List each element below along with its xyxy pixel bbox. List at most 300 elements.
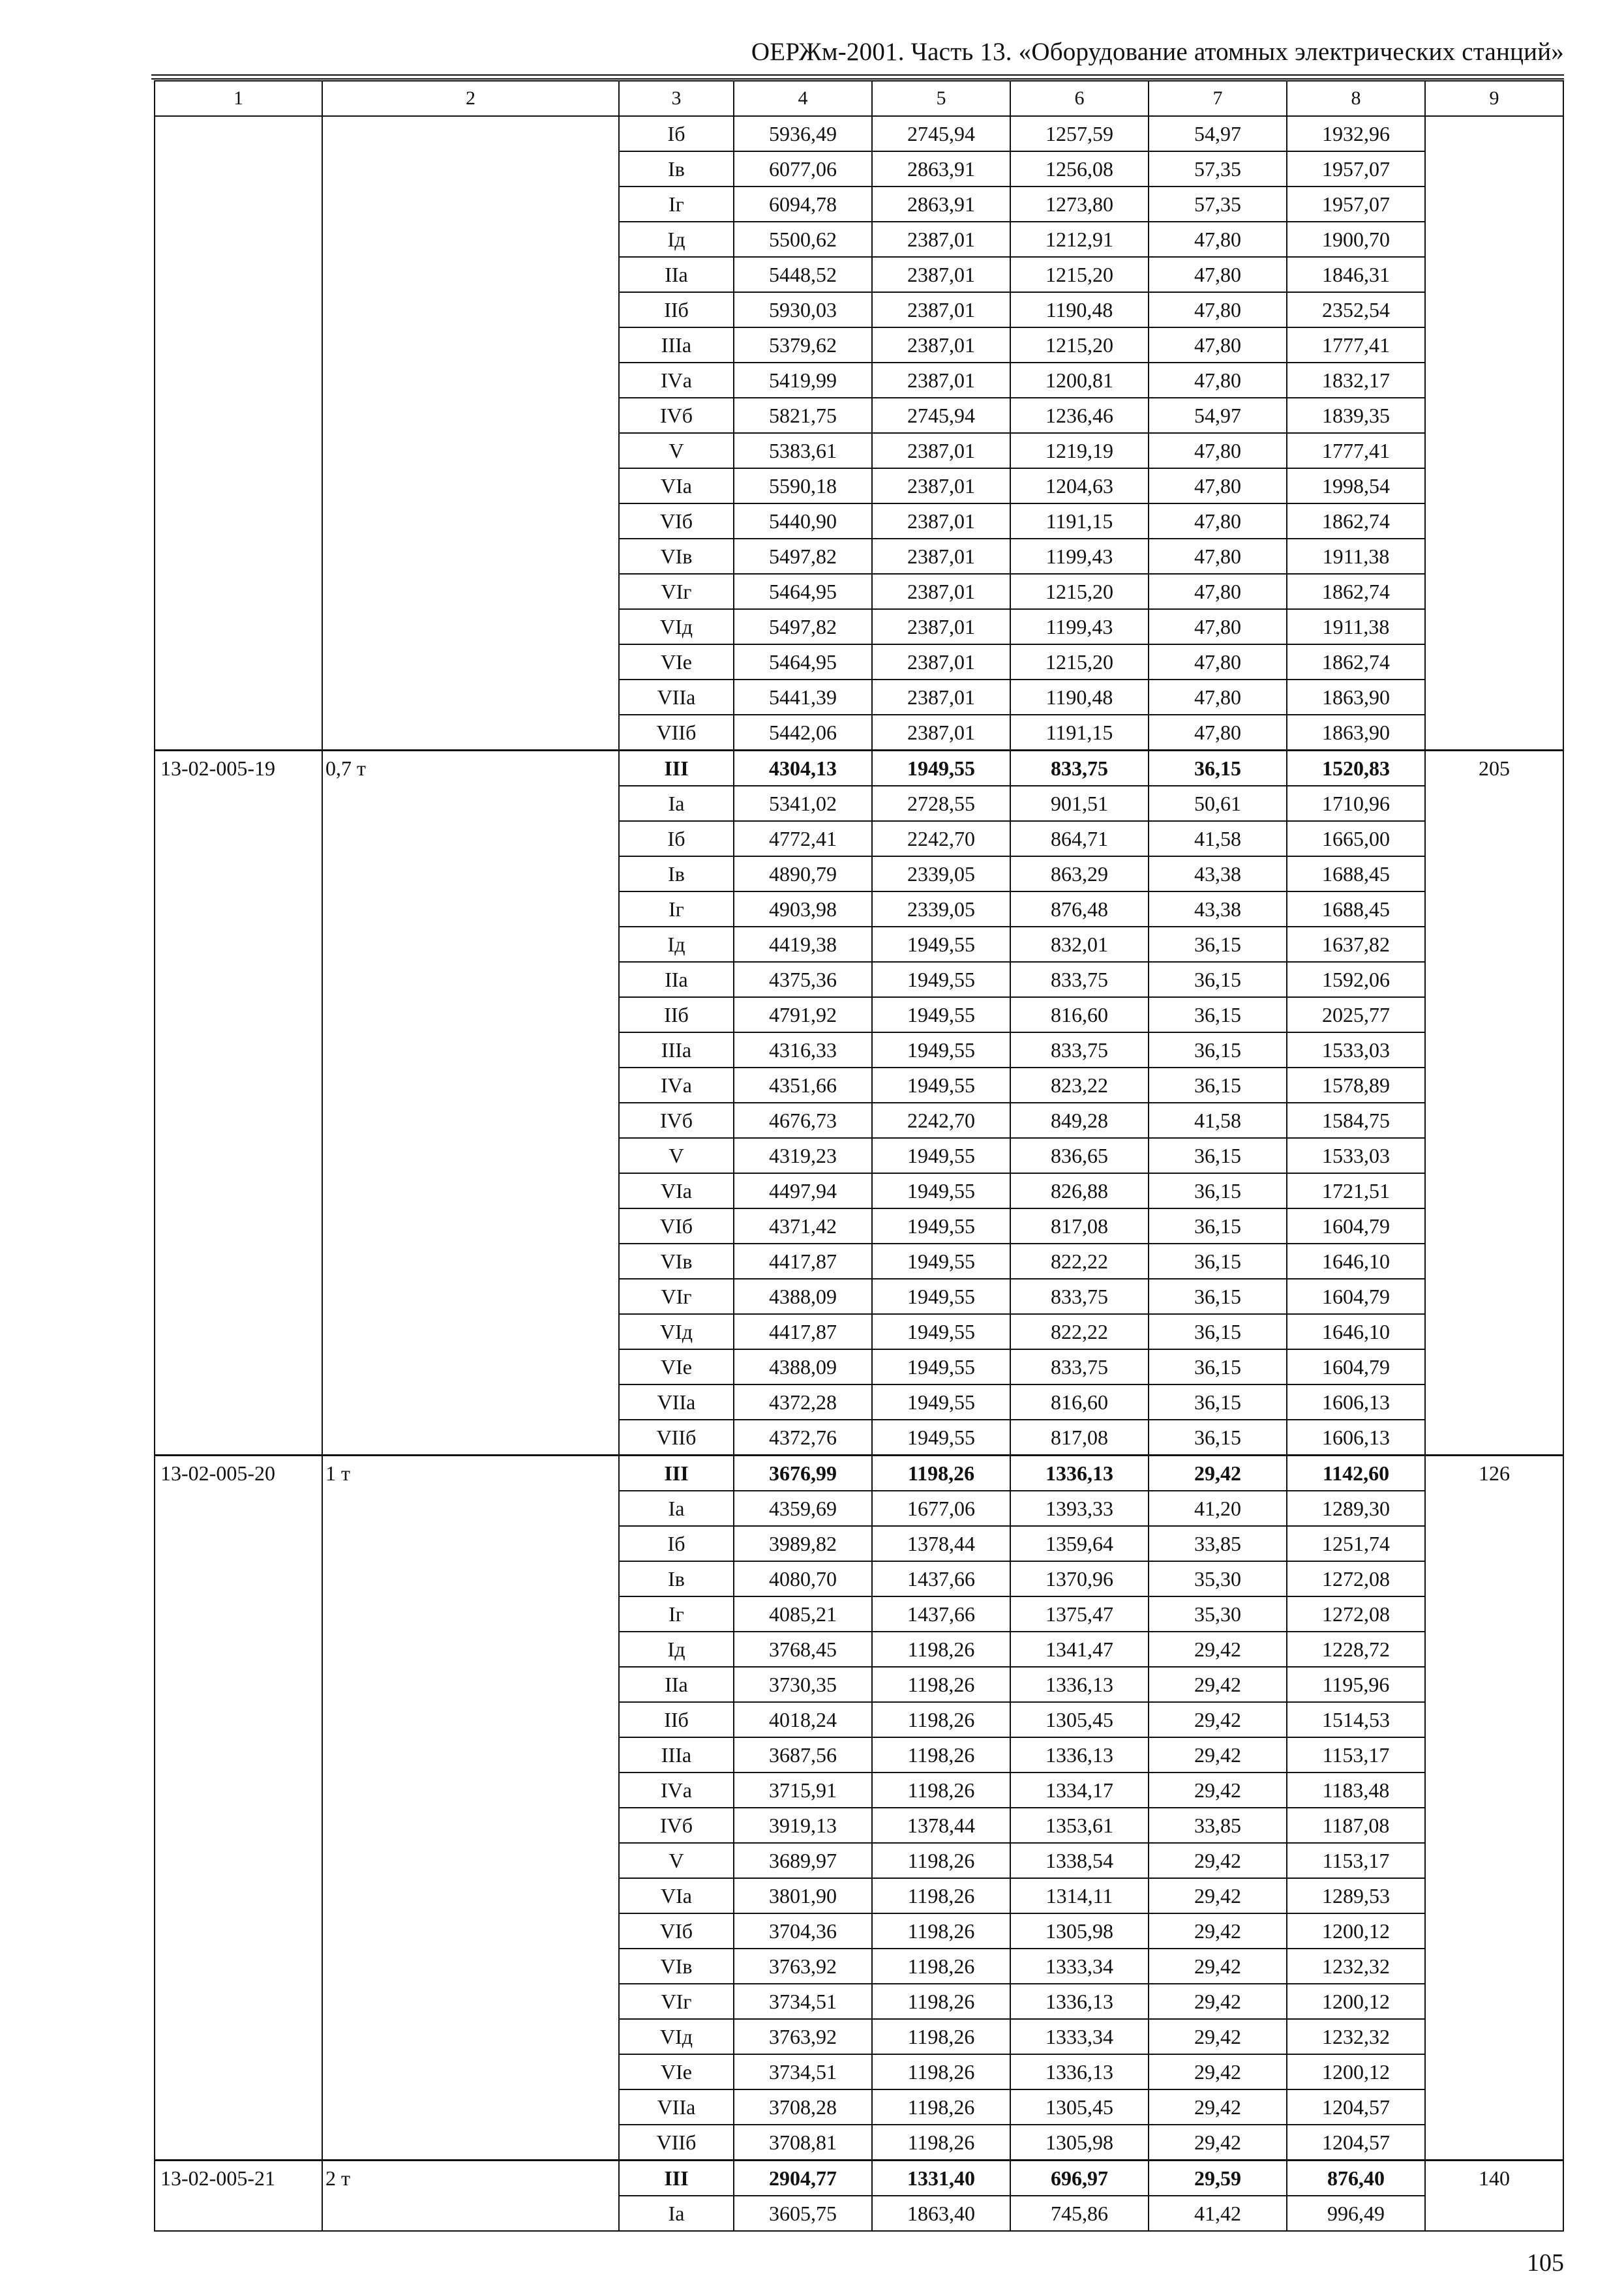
price-cell: 832,01 [1010,927,1149,962]
price-cell: 36,15 [1149,1279,1287,1314]
price-cell: 47,80 [1149,257,1287,292]
price-cell: 36,15 [1149,1138,1287,1173]
price-cell: 3801,90 [734,1878,872,1913]
price-cell: 1198,26 [872,1843,1010,1878]
price-cell: 1219,19 [1010,433,1149,468]
price-cell: 1199,43 [1010,609,1149,644]
table-row [155,1456,1563,1491]
price-cell: 3734,51 [734,2054,872,2089]
price-cell: 29,59 [1149,2161,1287,2196]
price-cell: 1688,45 [1287,856,1425,891]
price-cell: 47,80 [1149,222,1287,257]
price-cell: 36,15 [1149,1068,1287,1103]
price-cell: 1646,10 [1287,1314,1425,1349]
price-cell: 4085,21 [734,1596,872,1632]
price-cell: 36,15 [1149,1384,1287,1420]
price-cell: 817,08 [1010,1208,1149,1244]
price-cell: 1832,17 [1287,363,1425,398]
item-code: 13-02-005-19 [155,751,322,1456]
price-cell: 1378,44 [872,1808,1010,1843]
price-cell: 1584,75 [1287,1103,1425,1138]
price-cell: 996,49 [1287,2196,1425,2231]
labor-cost-cell: 126 [1425,1456,1563,2161]
price-cell: 1198,26 [872,1667,1010,1702]
zone-code-cell: IVа [619,1068,734,1103]
zone-code-cell: IIIа [619,1737,734,1773]
price-cell: 5464,95 [734,574,872,609]
price-cell: 1710,96 [1287,786,1425,821]
price-cell: 1949,55 [872,1420,1010,1456]
price-cell: 1272,08 [1287,1596,1425,1632]
price-cell: 5341,02 [734,786,872,821]
price-cell: 47,80 [1149,644,1287,680]
price-cell: 3763,92 [734,1949,872,1984]
price-cell: 1606,13 [1287,1384,1425,1420]
price-cell: 2863,91 [872,151,1010,187]
price-cell: 47,80 [1149,539,1287,574]
price-cell: 5821,75 [734,398,872,433]
zone-code-cell: IVа [619,363,734,398]
price-cell: 4772,41 [734,821,872,856]
price-cell: 4497,94 [734,1173,872,1208]
price-cell: 54,97 [1149,116,1287,151]
price-cell: 47,80 [1149,433,1287,468]
price-cell: 4375,36 [734,962,872,997]
price-cell: 4319,23 [734,1138,872,1173]
price-cell: 29,42 [1149,1949,1287,1984]
zone-code-cell: Iб [619,821,734,856]
price-cell: 1378,44 [872,1526,1010,1561]
price-cell: 1272,08 [1287,1561,1425,1596]
price-cell: 47,80 [1149,574,1287,609]
zone-code-cell: VIа [619,1173,734,1208]
price-cell: 1863,90 [1287,715,1425,751]
price-cell: 1273,80 [1010,187,1149,222]
price-cell: 5590,18 [734,468,872,503]
zone-code-cell: VIд [619,2019,734,2054]
price-cell: 1911,38 [1287,539,1425,574]
zone-code-cell: Iд [619,1632,734,1667]
price-cell: 1677,06 [872,1491,1010,1526]
price-cell: 29,42 [1149,2089,1287,2125]
price-cell: 2242,70 [872,821,1010,856]
zone-code-cell: VIб [619,1208,734,1244]
price-cell: 2387,01 [872,363,1010,398]
price-cell: 864,71 [1010,821,1149,856]
price-cell: 35,30 [1149,1596,1287,1632]
price-cell: 849,28 [1010,1103,1149,1138]
price-cell: 1228,72 [1287,1632,1425,1667]
price-cell: 36,15 [1149,1314,1287,1349]
price-cell: 1191,15 [1010,503,1149,539]
price-cell: 4676,73 [734,1103,872,1138]
price-cell: 1646,10 [1287,1244,1425,1279]
price-cell: 4791,92 [734,997,872,1032]
price-cell: 1949,55 [872,1384,1010,1420]
price-cell: 36,15 [1149,1032,1287,1068]
price-cell: 29,42 [1149,2019,1287,2054]
price-cell: 2242,70 [872,1103,1010,1138]
zone-code-cell: IVб [619,1808,734,1843]
zone-code-cell: VIд [619,609,734,644]
price-cell: 36,15 [1149,1244,1287,1279]
price-cell: 4417,87 [734,1244,872,1279]
price-cell: 1862,74 [1287,503,1425,539]
price-cell: 5497,82 [734,609,872,644]
price-cell: 1200,81 [1010,363,1149,398]
column-header: 7 [1149,81,1287,116]
price-cell: 745,86 [1010,2196,1149,2231]
zone-code-cell: VIIа [619,680,734,715]
price-cell: 901,51 [1010,786,1149,821]
zone-code-cell: VIе [619,1349,734,1384]
price-cell: 1665,00 [1287,821,1425,856]
price-cell: 5497,82 [734,539,872,574]
price-cell: 36,15 [1149,1349,1287,1384]
price-cell: 29,42 [1149,2125,1287,2161]
zone-code-cell: VIд [619,1314,734,1349]
zone-code-cell: V [619,1843,734,1878]
price-cell: 29,42 [1149,2054,1287,2089]
zone-code-cell: VIб [619,503,734,539]
labor-cost-cell [1425,116,1563,751]
price-cell: 3768,45 [734,1632,872,1667]
price-cell: 1187,08 [1287,1808,1425,1843]
zone-code-cell: Iв [619,151,734,187]
price-cell: 43,38 [1149,891,1287,927]
zone-code-cell: IVа [619,1773,734,1808]
price-cell: 3689,97 [734,1843,872,1878]
header-rule [151,74,1564,80]
zone-code-cell: IVб [619,398,734,433]
price-cell: 1949,55 [872,1173,1010,1208]
zone-code-cell: VIг [619,1279,734,1314]
price-cell: 816,60 [1010,997,1149,1032]
price-cell: 4359,69 [734,1491,872,1526]
price-cell: 3605,75 [734,2196,872,2231]
price-cell: 2387,01 [872,680,1010,715]
price-cell: 1949,55 [872,1208,1010,1244]
price-cell: 57,35 [1149,187,1287,222]
column-header: 9 [1425,81,1563,116]
price-cell: 3676,99 [734,1456,872,1491]
column-number-row [155,81,1563,116]
price-cell: 1331,40 [872,2161,1010,2196]
price-cell: 1900,70 [1287,222,1425,257]
price-cell: 1183,48 [1287,1773,1425,1808]
price-cell: 2352,54 [1287,292,1425,327]
price-cell: 4372,76 [734,1420,872,1456]
price-cell: 4417,87 [734,1314,872,1349]
price-cell: 2339,05 [872,891,1010,927]
price-cell: 1212,91 [1010,222,1149,257]
zone-code-cell: Iд [619,927,734,962]
zone-code-cell: IIIа [619,1032,734,1068]
price-cell: 1256,08 [1010,151,1149,187]
price-cell: 1604,79 [1287,1279,1425,1314]
price-cell: 2387,01 [872,644,1010,680]
labor-cost-cell: 205 [1425,751,1563,1456]
price-cell: 3708,28 [734,2089,872,2125]
price-cell: 833,75 [1010,751,1149,786]
zone-code-cell: Iг [619,187,734,222]
zone-code-cell: III [619,1456,734,1491]
price-cell: 1777,41 [1287,327,1425,363]
price-cell: 6094,78 [734,187,872,222]
price-cell: 816,60 [1010,1384,1149,1420]
price-cell: 1341,47 [1010,1632,1149,1667]
price-cell: 823,22 [1010,1068,1149,1103]
price-cell: 1839,35 [1287,398,1425,433]
price-cell: 863,29 [1010,856,1149,891]
price-cell: 1606,13 [1287,1420,1425,1456]
price-cell: 6077,06 [734,151,872,187]
price-cell: 1370,96 [1010,1561,1149,1596]
price-cell: 1949,55 [872,1244,1010,1279]
price-cell: 2387,01 [872,257,1010,292]
price-cell: 47,80 [1149,503,1287,539]
column-header: 2 [322,81,619,116]
zone-code-cell: III [619,2161,734,2196]
price-cell: 1949,55 [872,1279,1010,1314]
price-cell: 2387,01 [872,574,1010,609]
price-cell: 5419,99 [734,363,872,398]
zone-code-cell: VIв [619,1244,734,1279]
price-cell: 5930,03 [734,292,872,327]
price-cell: 833,75 [1010,1349,1149,1384]
price-cell: 3708,81 [734,2125,872,2161]
price-cell: 1191,15 [1010,715,1149,751]
price-cell: 1949,55 [872,997,1010,1032]
zone-code-cell: Iг [619,891,734,927]
price-cell: 1232,32 [1287,2019,1425,2054]
price-cell: 4080,70 [734,1561,872,1596]
price-cell: 833,75 [1010,962,1149,997]
price-cell: 57,35 [1149,151,1287,187]
price-cell: 1204,57 [1287,2125,1425,2161]
price-cell: 41,20 [1149,1491,1287,1526]
price-cell: 1336,13 [1010,1456,1149,1491]
price-cell: 35,30 [1149,1561,1287,1596]
price-cell: 1957,07 [1287,187,1425,222]
price-cell: 1604,79 [1287,1208,1425,1244]
price-cell: 29,42 [1149,1913,1287,1949]
zone-code-cell: VIIб [619,715,734,751]
zone-code-cell: VIа [619,468,734,503]
price-cell: 1305,45 [1010,1702,1149,1737]
price-cell: 36,15 [1149,1420,1287,1456]
price-cell: 2387,01 [872,503,1010,539]
price-cell: 1199,43 [1010,539,1149,574]
price-cell: 1251,74 [1287,1526,1425,1561]
column-header: 6 [1010,81,1149,116]
price-cell: 3704,36 [734,1913,872,1949]
zone-code-cell: VIа [619,1878,734,1913]
price-cell: 5464,95 [734,644,872,680]
price-cell: 5936,49 [734,116,872,151]
price-cell: 29,42 [1149,1702,1287,1737]
price-cell: 1153,17 [1287,1843,1425,1878]
price-cell: 1777,41 [1287,433,1425,468]
price-cell: 2387,01 [872,327,1010,363]
price-cell: 3989,82 [734,1526,872,1561]
price-cell: 4388,09 [734,1349,872,1384]
price-cell: 696,97 [1010,2161,1149,2196]
price-cell: 2339,05 [872,856,1010,891]
price-cell: 2904,77 [734,2161,872,2196]
price-cell: 47,80 [1149,292,1287,327]
price-cell: 1863,90 [1287,680,1425,715]
price-cell: 29,42 [1149,1667,1287,1702]
price-cell: 54,97 [1149,398,1287,433]
price-cell: 29,42 [1149,1984,1287,2019]
price-cell: 2387,01 [872,222,1010,257]
price-cell: 1336,13 [1010,1667,1149,1702]
zone-code-cell: VIIб [619,1420,734,1456]
price-cell: 2387,01 [872,609,1010,644]
price-cell: 1949,55 [872,1032,1010,1068]
price-cell: 5440,90 [734,503,872,539]
price-cell: 1198,26 [872,1878,1010,1913]
zone-code-cell: Iа [619,1491,734,1526]
price-cell: 1338,54 [1010,1843,1149,1878]
price-cell: 5448,52 [734,257,872,292]
price-cell: 29,42 [1149,1773,1287,1808]
zone-code-cell: VIIа [619,2089,734,2125]
price-cell: 833,75 [1010,1032,1149,1068]
price-cell: 1949,55 [872,751,1010,786]
price-cell: 1533,03 [1287,1032,1425,1068]
price-cell: 1215,20 [1010,327,1149,363]
price-cell: 1215,20 [1010,644,1149,680]
price-cell: 1336,13 [1010,1984,1149,2019]
price-cell: 836,65 [1010,1138,1149,1173]
price-cell: 1949,55 [872,1138,1010,1173]
zone-code-cell: V [619,1138,734,1173]
column-header: 8 [1287,81,1425,116]
price-cell: 47,80 [1149,468,1287,503]
price-cell: 1198,26 [872,1949,1010,1984]
price-cell: 50,61 [1149,786,1287,821]
price-cell: 1437,66 [872,1561,1010,1596]
price-cell: 4372,28 [734,1384,872,1420]
zone-code-cell: Iв [619,856,734,891]
zone-code-cell: VIв [619,539,734,574]
zone-code-cell: IVб [619,1103,734,1138]
price-cell: 5383,61 [734,433,872,468]
price-cell: 1204,57 [1287,2089,1425,2125]
price-cell: 1232,32 [1287,1949,1425,1984]
page-number: 105 [1527,2249,1564,2277]
column-header: 4 [734,81,872,116]
price-cell: 3734,51 [734,1984,872,2019]
price-cell: 1375,47 [1010,1596,1149,1632]
zone-code-cell: VIIа [619,1384,734,1420]
price-cell: 1932,96 [1287,116,1425,151]
price-cell: 2745,94 [872,116,1010,151]
price-cell: 1359,64 [1010,1526,1149,1561]
price-cell: 1200,12 [1287,1984,1425,2019]
price-cell: 1393,33 [1010,1491,1149,1526]
price-cell: 33,85 [1149,1808,1287,1843]
price-cell: 2025,77 [1287,997,1425,1032]
price-cell: 2387,01 [872,539,1010,574]
price-cell: 47,80 [1149,363,1287,398]
price-cell: 1353,61 [1010,1808,1149,1843]
price-cell: 2387,01 [872,468,1010,503]
price-cell: 1949,55 [872,1349,1010,1384]
price-cell: 1198,26 [872,1632,1010,1667]
zone-code-cell: VIг [619,574,734,609]
price-cell: 5441,39 [734,680,872,715]
price-cell: 47,80 [1149,680,1287,715]
zone-code-cell: IIIа [619,327,734,363]
price-cell: 41,58 [1149,821,1287,856]
price-cell: 1236,46 [1010,398,1149,433]
price-cell: 1637,82 [1287,927,1425,962]
table-row [155,2161,1563,2196]
item-mass: 1 т [322,1456,619,2161]
zone-code-cell: IIа [619,962,734,997]
price-cell: 2387,01 [872,433,1010,468]
price-cell: 1305,45 [1010,2089,1149,2125]
price-cell: 1215,20 [1010,574,1149,609]
price-cell: 1957,07 [1287,151,1425,187]
price-cell: 1949,55 [872,927,1010,962]
price-cell: 36,15 [1149,997,1287,1032]
price-cell: 1863,40 [872,2196,1010,2231]
price-cell: 1195,96 [1287,1667,1425,1702]
price-cell: 41,58 [1149,1103,1287,1138]
zone-code-cell: VIб [619,1913,734,1949]
price-cell: 2863,91 [872,187,1010,222]
zone-code-cell: IIб [619,1702,734,1737]
price-cell: 1949,55 [872,1314,1010,1349]
column-header: 5 [872,81,1010,116]
price-cell: 36,15 [1149,962,1287,997]
price-cell: 47,80 [1149,715,1287,751]
price-cell: 1198,26 [872,2019,1010,2054]
zone-code-cell: IIб [619,997,734,1032]
zone-code-cell: Iв [619,1561,734,1596]
price-cell: 4419,38 [734,927,872,962]
table-row [155,751,1563,786]
item-code [155,116,322,751]
price-cell: 876,48 [1010,891,1149,927]
zone-code-cell: IIб [619,292,734,327]
price-cell: 1334,17 [1010,1773,1149,1808]
price-cell: 5442,06 [734,715,872,751]
price-cell: 1533,03 [1287,1138,1425,1173]
price-cell: 36,15 [1149,927,1287,962]
price-cell: 1949,55 [872,962,1010,997]
price-cell: 1514,53 [1287,1702,1425,1737]
zone-code-cell: Iб [619,1526,734,1561]
price-cell: 41,42 [1149,2196,1287,2231]
price-cell: 1198,26 [872,1984,1010,2019]
item-code: 13-02-005-20 [155,1456,322,2161]
price-cell: 5500,62 [734,222,872,257]
zone-code-cell: VIв [619,1949,734,1984]
price-cell: 1289,53 [1287,1878,1425,1913]
price-cell: 1520,83 [1287,751,1425,786]
zone-code-cell: IIа [619,257,734,292]
price-cell: 1862,74 [1287,574,1425,609]
price-cell: 1336,13 [1010,2054,1149,2089]
zone-code-cell: VIе [619,644,734,680]
price-cell: 1592,06 [1287,962,1425,997]
price-cell: 1198,26 [872,2125,1010,2161]
